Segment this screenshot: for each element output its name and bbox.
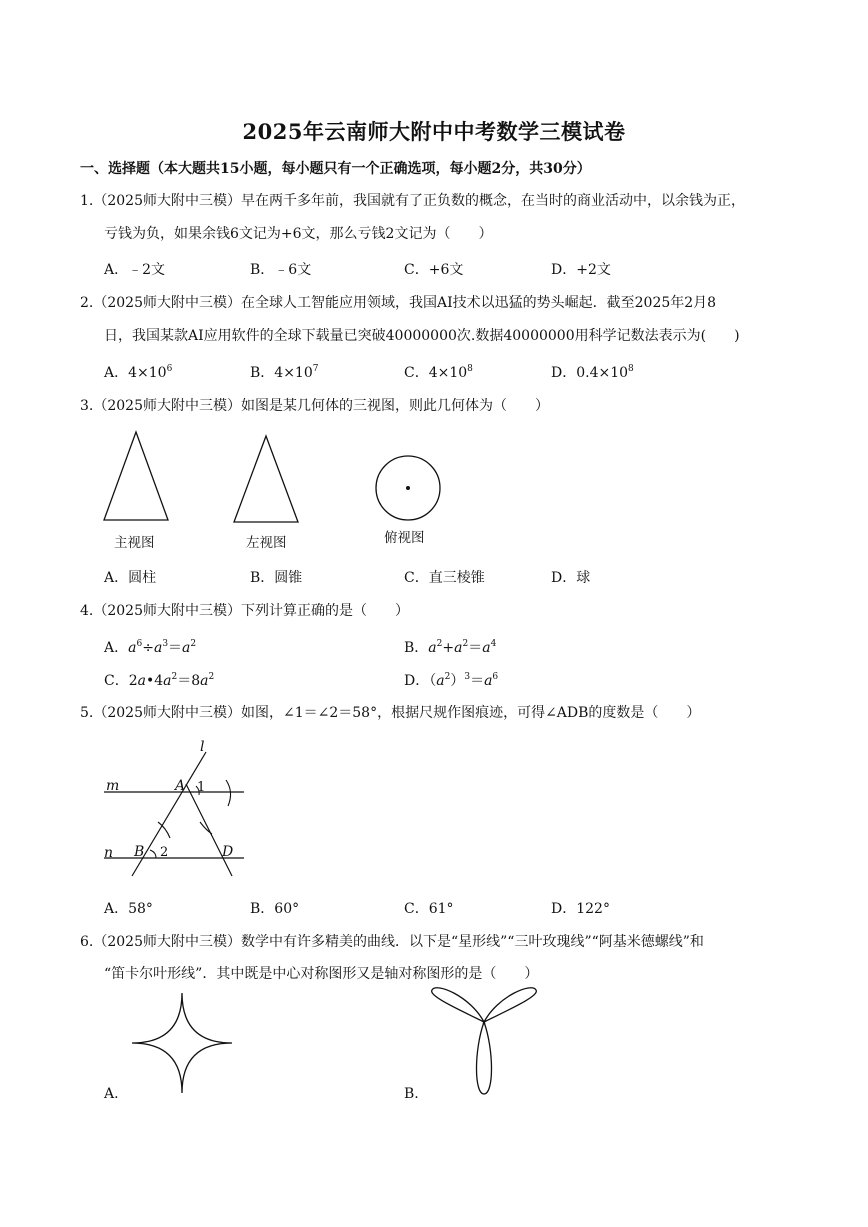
- q5-option-d: D．122°: [551, 901, 610, 917]
- q1-option-c: C．+6文: [404, 262, 464, 278]
- q2-option-a: A．$4\times 10^6$: [104, 364, 173, 381]
- front-view-label: 主视图: [114, 535, 155, 551]
- label-angle-2: 2: [160, 845, 169, 860]
- q6-option-b: B.: [404, 1086, 419, 1102]
- question-3-line-1: 3.（2025师大附中三模）如图是某几何体的三视图，则此几何体为（ ）: [80, 398, 549, 414]
- q5-option-a: A．58°: [104, 901, 153, 917]
- q2-option-c: C．$4\times 10^8$: [404, 364, 473, 381]
- q2-option-b: B．$4\times 10^7$: [250, 364, 319, 381]
- q1-option-d: D．+2文: [551, 262, 611, 278]
- q5-option-b: B．60°: [250, 901, 300, 917]
- question-6-line-2: “笛卡尔叶形线”．其中既是中心对称图形又是轴对称图形的是（ ）: [104, 966, 539, 982]
- q6-option-a: A.: [104, 1086, 119, 1102]
- question-1-line-2: 亏钱为负，如果余钱6文记为+6文，那么亏钱2文记为（ ）: [104, 226, 493, 242]
- rose-curve-top-right: [484, 988, 536, 1022]
- rose-curve-top-left: [432, 988, 484, 1022]
- label-n: n: [104, 845, 114, 861]
- question-4-line-1: 4.（2025师大附中三模）下列计算正确的是（ ）: [80, 603, 409, 619]
- question-2-line-1: 2.（2025师大附中三模）在全球人工智能应用领域，我国AI技术以迅猛的势头崛起．截至2025年2月8: [80, 295, 717, 311]
- label-a: A: [175, 778, 186, 794]
- q4-option-a: A．$a^6\div a^3=a^2$: [104, 639, 197, 656]
- page-title: 2025年云南师大附中中考数学三模试卷: [242, 119, 626, 144]
- section-heading: 一、选择题（本大题共15小题，每小题只有一个正确选项，每小题2分，共30分）: [80, 161, 591, 177]
- q3-option-d: D．球: [551, 570, 591, 586]
- q5-option-c: C．61°: [404, 901, 454, 917]
- q4-option-d: D．$(a^2)^3=a^6$: [404, 672, 499, 689]
- q3-option-c: C．直三棱锥: [404, 570, 485, 586]
- q3-option-b: B．圆锥: [250, 570, 303, 586]
- astroid-curve: [132, 993, 232, 1093]
- label-angle-1: 1: [197, 780, 206, 795]
- label-b: B: [134, 844, 145, 860]
- question-2-line-2: 日，我国某款AI应用软件的全球下载量已突破40000000次.数据40000000用科学记数法表示为( ): [104, 328, 740, 344]
- label-d: D: [222, 844, 234, 860]
- q4-option-b: B．$a^2+a^2=a^4$: [404, 639, 497, 656]
- q1-option-a: A．﹣2文: [104, 262, 166, 278]
- rose-curve-bottom: [477, 1022, 492, 1094]
- label-m: m: [106, 778, 120, 794]
- question-6-line-1: 6.（2025师大附中三模）数学中有许多精美的曲线．以下是“星形线”“三叶玫瑰线”“阿基米德螺线”和: [80, 934, 704, 950]
- side-view-label: 左视图: [246, 535, 287, 551]
- q2-option-d: D．$0.4\times 10^8$: [551, 364, 634, 381]
- top-view-label: 俯视图: [384, 530, 425, 546]
- question-5-line-1: 5.（2025师大附中三模）如图，∠1＝∠2＝58°，根据尺规作图痕迹，可得∠ADB的度数是（ ）: [80, 705, 701, 721]
- q1-option-b: B．﹣6文: [250, 262, 312, 278]
- q4-option-c: C．$2a•4a^2=8a^2$: [104, 672, 215, 689]
- q3-option-a: A．圆柱: [104, 570, 157, 586]
- label-l: l: [200, 739, 205, 755]
- question-1-line-1: 1.（2025师大附中三模）早在两千多年前，我国就有了正负数的概念，在当时的商业活动中，以余钱为正，: [80, 193, 745, 209]
